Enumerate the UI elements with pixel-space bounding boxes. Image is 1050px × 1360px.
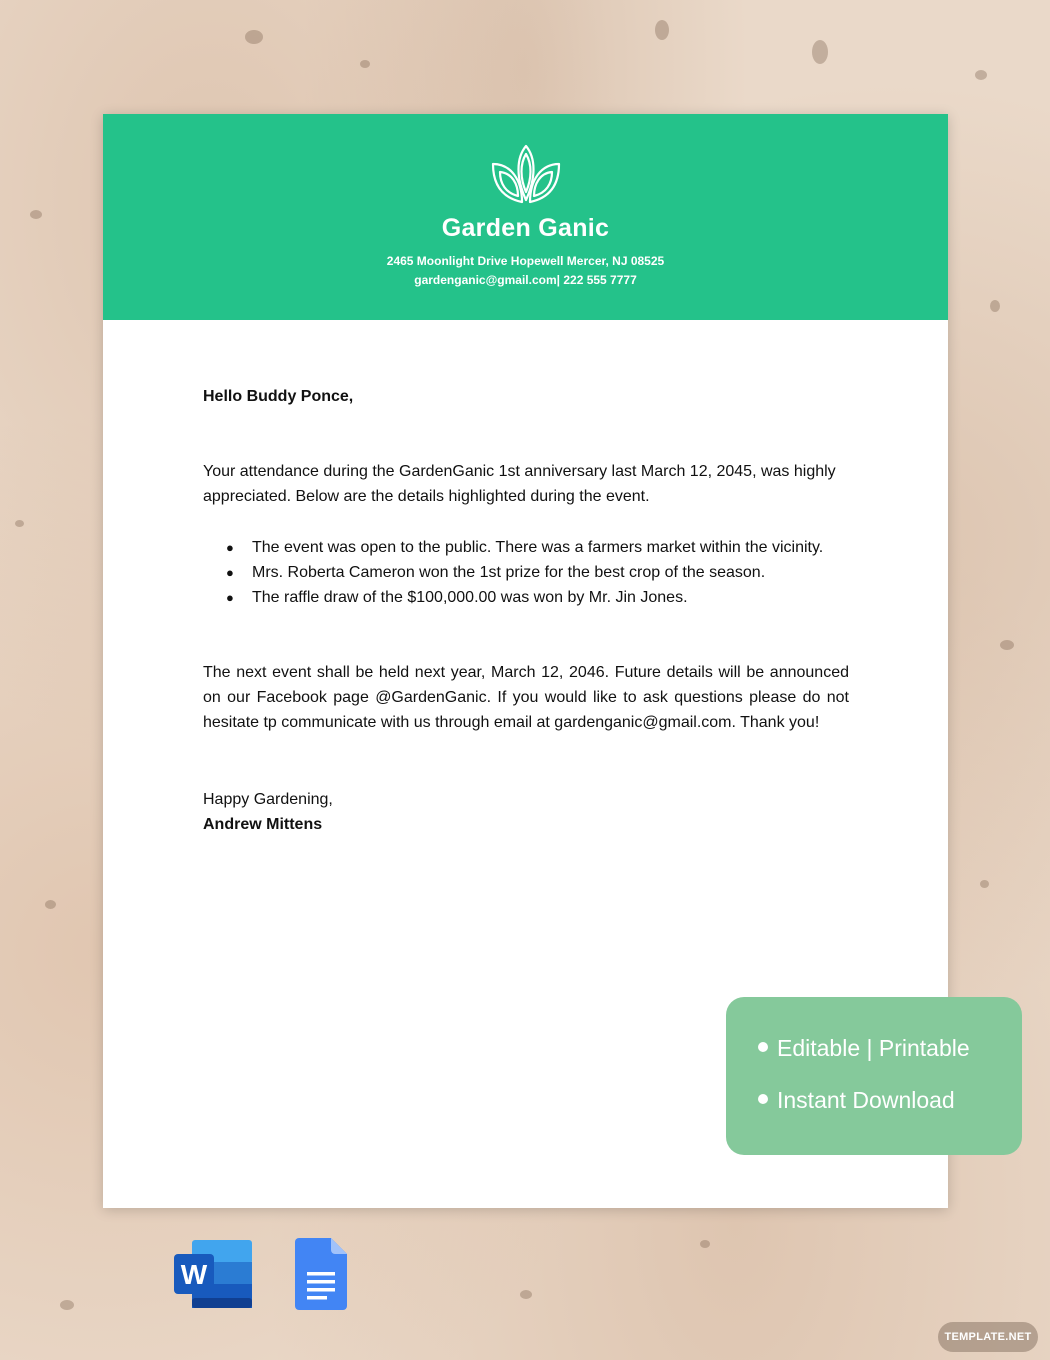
background-speck bbox=[520, 1290, 532, 1299]
features-badge bbox=[726, 997, 1022, 1155]
event-highlights-list bbox=[226, 535, 866, 610]
background-speck bbox=[30, 210, 42, 219]
background-speck bbox=[15, 520, 24, 527]
company-address: 2465 Moonlight Drive Hopewell Mercer, NJ 08525 bbox=[386, 254, 665, 268]
letterhead-banner bbox=[103, 114, 948, 320]
bullet-dot-icon bbox=[758, 1042, 768, 1052]
leaf-logo-icon bbox=[489, 142, 563, 206]
badge-feature-download bbox=[758, 1087, 955, 1114]
word-letter: W bbox=[180, 1259, 208, 1290]
microsoft-word-icon bbox=[174, 1238, 254, 1310]
background-speck bbox=[45, 900, 56, 909]
google-docs-icon bbox=[295, 1238, 347, 1310]
badge-feature-editable bbox=[758, 1035, 970, 1062]
background-speck bbox=[655, 20, 669, 40]
background-speck bbox=[980, 880, 989, 888]
background-speck bbox=[812, 40, 828, 64]
background-speck bbox=[60, 1300, 74, 1310]
list-item: ● Mrs. Roberta Cameron won the 1st prize for the best crop of the season. bbox=[226, 560, 866, 585]
letter-paragraph-2: The next event shall be held next year, March 12, 2046. Future details will be announced on our Facebook page @GardenGanic. If you would like to ask questions please do not hesitate tp communicate with us through email at gardenganic@gmail.com. Thank you! bbox=[203, 664, 849, 731]
list-item: ● The event was open to the public. There was a farmers market within the vicinity. bbox=[226, 535, 866, 560]
letter-greeting: Hello Buddy Ponce, bbox=[203, 388, 354, 405]
badge-feature-text: Editable | Printable bbox=[777, 1035, 970, 1061]
badge-feature-text: Instant Download bbox=[777, 1087, 955, 1113]
company-name: Garden Ganic bbox=[441, 214, 610, 242]
template-watermark: TEMPLATE.NET bbox=[938, 1322, 1038, 1352]
letter-signer: Andrew Mittens bbox=[203, 816, 323, 833]
background-speck bbox=[245, 30, 263, 44]
background-speck bbox=[990, 300, 1000, 312]
bullet-dot-icon bbox=[758, 1094, 768, 1104]
letter-paragraph-1: Your attendance during the GardenGanic 1st anniversary last March 12, 2045, was highly appreciated. Below are the details highlighted during the event. bbox=[203, 463, 836, 505]
list-item: ● The raffle draw of the $100,000.00 was won by Mr. Jin Jones. bbox=[226, 585, 866, 610]
background-speck bbox=[1000, 640, 1014, 650]
background-speck bbox=[700, 1240, 710, 1248]
background-speck bbox=[975, 70, 987, 80]
background-speck bbox=[360, 60, 370, 68]
company-contact: gardenganic@gmail.com| 222 555 7777 bbox=[414, 273, 637, 287]
letter-closing: Happy Gardening, bbox=[203, 791, 333, 808]
